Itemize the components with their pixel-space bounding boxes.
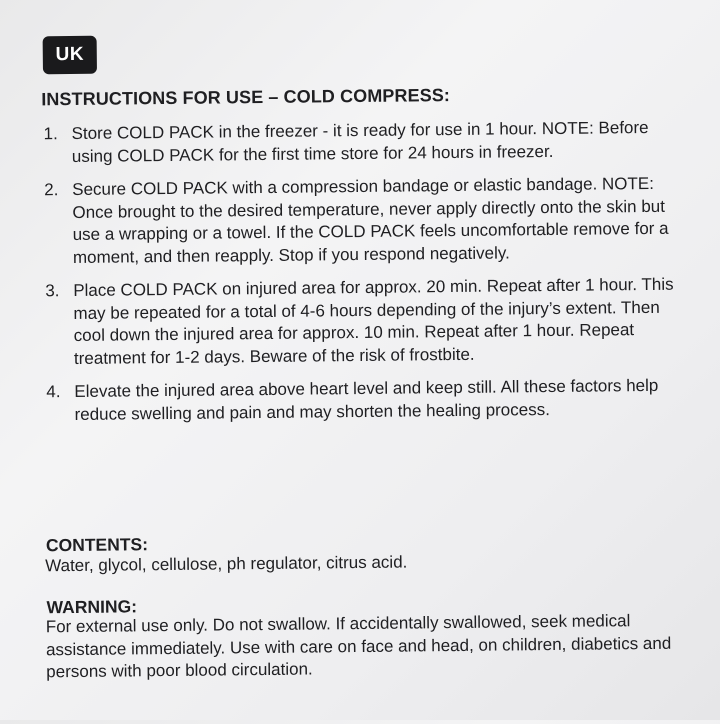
step-text: Place COLD PACK on injured area for approx. 20 min. Repeat after 1 hour. This may be repeated for a total of 4-6 hours depending of the injury’s extent. Then cool down the injured area for approx. 10 min. Repeat after 1 hour. Repeat treatment for 1-2 days. Beware of the risk of frostbite. — [73, 274, 674, 368]
step-text: Secure COLD PACK with a compression bandage or elastic bandage. NOTE: Once brought to the desired temperature, never apply directly onto the skin but use a wrapping or a towel. If the COLD PACK feels uncomfortable remove for a moment, and then reapply. Stop if you respond negatively. — [72, 173, 669, 267]
step-number: 3. — [45, 281, 60, 301]
step-number: 4. — [46, 382, 61, 402]
step-text: Store COLD PACK in the freezer - it is ready for use in 1 hour. NOTE: Before using COLD PACK for the first time store for 24 hours in freezer. — [71, 117, 649, 166]
step-number: 1. — [43, 124, 58, 144]
warning-text: For external use only. Do not swallow. If accidentally swallowed, seek medical assistance immediately. Use with care on face and head, on children, diabetics and persons with poor blood circulation. — [45, 611, 672, 682]
instruction-step — [42, 375, 692, 427]
instruction-step — [40, 117, 690, 169]
country-badge: UK — [43, 36, 97, 75]
contents-text: Water, glycol, cellulose, ph regulator, citrus acid. — [45, 552, 408, 576]
instruction-steps-list — [40, 117, 693, 438]
instructions-title: INSTRUCTIONS FOR USE – COLD COMPRESS: — [41, 85, 451, 110]
step-number: 2. — [44, 180, 59, 200]
instruction-step — [41, 274, 692, 371]
warning-heading: WARNING: — [46, 596, 138, 618]
instruction-step — [40, 173, 691, 270]
step-text: Elevate the injured area above heart level and keep still. All these factors help reduce swelling and pain and may shorten the healing process. — [74, 375, 659, 424]
contents-heading: CONTENTS: — [45, 534, 149, 556]
